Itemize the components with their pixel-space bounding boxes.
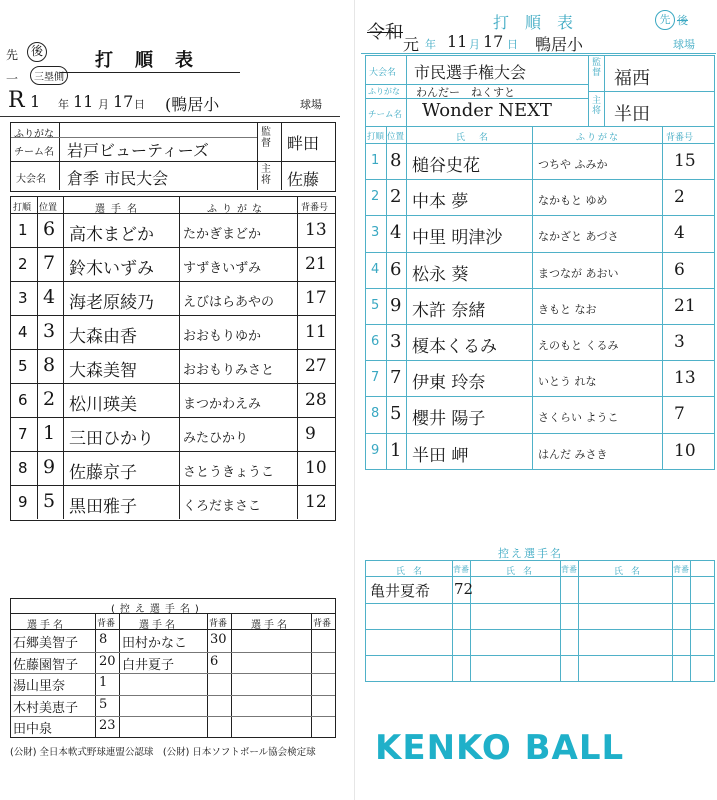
day-label: 日 [134,98,145,111]
left-lineup-card [0,0,350,800]
player-number: 12 [305,492,327,512]
batting-order-number: 9 [18,493,28,511]
bench-player-name: 湯山里奈 [13,679,66,694]
team-info-box [365,55,715,127]
row-divider [366,396,714,397]
bench-player-name: 木村美恵子 [13,700,79,716]
row-divider [11,315,335,316]
bench-row-divider [366,603,714,604]
row-divider [366,179,714,180]
player-name: 大森由香 [69,327,137,347]
year-label: 年 [425,38,436,51]
batting-order-number: 6 [18,391,28,409]
lineup-table [365,126,715,470]
player-furigana: なかざと あづさ [538,230,619,244]
player-name: 半田 岬 [412,445,469,466]
player-number: 10 [674,440,696,461]
manager-label: 監督 [592,58,602,78]
player-number: 21 [305,254,327,274]
batting-order-number: 3 [18,289,28,307]
batting-order-number: 2 [18,255,28,273]
player-number: 17 [305,288,327,308]
month-num-handwritten: 11 [447,32,468,51]
player-furigana: きもと なお [538,302,597,316]
batting-order-number: 8 [18,459,28,477]
col-name-header: 選手名 [95,204,143,215]
position-value: 7 [390,367,402,389]
bench-player-name: 石郷美智子 [13,636,79,651]
player-name: 槌谷史花 [412,156,480,176]
player-furigana: たかぎまどか [183,227,262,242]
player-number: 4 [674,223,685,244]
right-lineup-card [354,0,717,800]
batting-order-number: 3 [371,225,380,241]
row-divider [366,360,714,361]
row-divider [11,417,335,418]
row-divider [366,433,714,434]
bench-player-number: 6 [210,653,219,669]
player-furigana: すずきいずみ [183,261,262,276]
col-position-header: 位置 [387,132,405,142]
bench-player-number: 5 [99,696,108,712]
bench-row-divider [11,652,335,653]
bench-player-name: 白井夏子 [122,657,175,673]
bench-col3-number-header: 背番 [313,619,332,629]
player-furigana: なかもと ゆめ [538,194,608,208]
bench-table [10,598,336,738]
captain-value: 佐藤 [287,170,320,189]
player-furigana: おおもりみさと [183,363,275,378]
row-divider [366,324,714,325]
year-num-handwritten: 元 [403,35,420,54]
card-title: 打順表 [493,13,590,32]
row-divider [366,288,714,289]
bench-player-number: 1 [99,675,108,690]
player-furigana: つちや ふみか [538,158,608,171]
position-value: 5 [43,490,56,512]
col-order-header: 打順 [367,132,385,142]
row-divider [11,383,335,384]
date-day-num: 17 [113,92,134,111]
date-year-num: 1 [30,92,41,111]
team-name-value: Wonder NEXT [422,100,552,121]
seq-first-label: 先 [6,48,19,62]
batting-order-number: 4 [371,261,380,277]
bench-title: 控え選手名 [498,547,563,560]
player-number: 3 [674,332,685,352]
seq-first-circled: 先 [655,10,675,30]
card-title: 打順表 [95,50,215,71]
player-furigana: えびはらあやの [183,295,275,310]
one-label: 一 [6,72,19,86]
player-name: 大森美智 [69,361,137,381]
month-label: 月 [98,98,109,111]
row-divider [11,281,335,282]
row-divider [11,349,335,350]
tournament-label: 大会名 [369,68,397,78]
position-value: 8 [390,150,402,171]
player-name: 三田ひかり [69,429,154,449]
captain-label: 主将 [592,96,602,116]
position-value: 2 [43,388,56,410]
col-number-header: 背番号 [301,203,329,213]
position-value: 6 [390,258,402,280]
batting-order-number: 8 [371,406,380,422]
manager-value: 福西 [614,68,650,89]
player-name: 鈴木いずみ [69,259,154,279]
player-furigana: えのもと くるみ [538,339,619,352]
player-furigana: みたひかり [183,431,249,446]
captain-value: 半田 [614,104,650,125]
bench-row-divider [11,673,335,674]
player-number: 7 [674,404,685,425]
position-value: 1 [390,439,402,461]
lineup-table [10,196,336,521]
bench-col2-name-header: 氏名 [506,567,541,577]
player-number: 27 [305,356,327,376]
position-value: 4 [390,222,402,244]
row-divider [366,252,714,253]
batting-order-number: 2 [371,189,380,205]
player-name: 榎本くるみ [412,337,497,357]
col-order-header: 打順 [13,203,32,213]
captain-label: 主将 [261,164,271,186]
player-name: 黒田雅子 [69,497,137,517]
furigana-label: ふりがな [14,129,54,140]
tournament-label: 大会名 [16,174,46,185]
col-position-header: 位置 [39,203,58,213]
bench-title: (控え選手名) [111,604,204,615]
bench-col3-number-header: 背番 [673,565,689,574]
bench-player-number: 72 [454,580,474,598]
row-divider [11,247,335,248]
bench-row-divider [11,695,335,696]
batting-order-number: 5 [18,357,28,375]
player-number: 10 [305,458,327,478]
day-label: 日 [507,38,518,51]
position-value: 7 [43,252,56,274]
col-name-header: 氏名 [456,133,503,143]
bench-player-number: 23 [99,718,116,733]
bench-col-number-header: 背番 [453,565,469,574]
bench-player-name: 亀井夏希 [370,582,431,600]
side-circled: 三塁側 [30,66,68,85]
furigana-value: わんだー ねくすと [416,86,515,99]
position-value: 2 [390,186,402,208]
date-line [0,116,340,117]
row-divider [366,215,714,216]
tournament-value: 市民選手権大会 [414,63,527,82]
col-furigana-header: ふりがな [207,204,267,215]
batting-order-number: 5 [371,297,380,313]
team-label: チーム名 [14,147,54,158]
col-number-header: 背番号 [666,133,694,143]
year-label: 年 [58,98,69,111]
row-divider [11,485,335,486]
player-name: 海老原綾乃 [69,293,154,313]
batting-order-number: 1 [18,221,28,239]
player-name: 木許 奈緒 [412,300,486,321]
team-label: チーム名 [368,110,403,120]
player-furigana: いとう れな [538,375,597,389]
player-name: 櫻井 陽子 [412,409,486,430]
player-number: 6 [674,259,685,280]
team-name-value: 岩戸ビューティーズ [67,141,209,160]
batting-order-number: 1 [371,153,380,168]
position-value: 3 [390,331,402,352]
bench-player-number: 20 [99,653,116,669]
seq-last-circled: 後 [27,42,47,62]
title-underline [60,72,240,73]
player-furigana: まつかわえみ [183,397,262,412]
brand-logo: KENKO BALL [375,728,625,768]
batting-order-number: 4 [18,323,28,341]
position-value: 6 [43,218,56,240]
era-handwritten: 令和 [367,22,403,43]
field-label: 球場 [673,38,695,51]
field-label: 球場 [300,98,322,111]
player-number: 11 [305,322,327,342]
bench-row-divider [11,716,335,717]
player-number: 15 [674,151,696,171]
player-number: 13 [305,220,327,240]
player-name: 高木まどか [69,225,154,245]
manager-label: 監督 [261,127,271,149]
row-divider [366,143,714,144]
bench-col2-name-header: 選手名 [139,620,178,631]
date-era-handwritten: R [8,88,25,113]
player-furigana: おおもりゆか [183,329,262,344]
certification-footer: (公財) 全日本軟式野球連盟公認球 (公財) 日本ソフトボール協会検定球 [10,747,316,758]
player-furigana: さくらい ようこ [538,411,619,425]
date-month-num: 11 [73,92,94,111]
player-number: 21 [674,295,696,316]
bench-player-name: 田中泉 [13,722,53,737]
bench-col-number-header: 背番 [97,619,116,629]
position-value: 5 [390,403,402,425]
bench-col2-number-header: 背番 [561,565,577,574]
player-name: 松川瑛美 [69,395,137,415]
bench-col2-number-header: 背番 [209,619,228,629]
bench-player-name: 佐藤園智子 [13,657,79,673]
row-divider [11,213,335,214]
tournament-value: 倉季 市民大会 [67,169,169,188]
position-value: 3 [43,320,56,342]
bench-row-divider [366,655,714,656]
bench-col3-name-header: 氏名 [614,567,649,577]
bench-col-name-header: 氏名 [396,567,431,577]
batting-order-number: 6 [371,334,380,349]
bench-player-number: 8 [99,632,108,647]
bench-player-number: 30 [210,632,227,647]
venue-handwritten: 鴨居小 [535,35,584,54]
position-value: 1 [43,422,56,444]
player-furigana: さとうきょうこ [183,465,275,480]
seq-last-struck: 後 [677,14,688,27]
player-number: 9 [305,424,316,444]
player-name: 伊東 玲奈 [412,373,486,394]
bench-col3-name-header: 選手名 [251,620,290,631]
month-label: 月 [469,38,480,51]
batting-order-number: 9 [371,442,380,458]
player-name: 松永 葵 [412,264,469,285]
bench-row-divider [366,629,714,630]
player-name: 中本 夢 [412,192,469,213]
position-value: 9 [390,294,402,316]
bench-player-name: 田村かなこ [122,636,188,651]
row-divider [11,451,335,452]
bench-table [365,560,715,682]
col-furigana-header: ふりがな [576,133,621,143]
team-info-box [10,122,336,192]
player-number: 28 [305,390,327,410]
batting-order-number: 7 [371,370,380,386]
player-furigana: まつなが あおい [538,266,619,280]
batting-order-number: 7 [18,425,28,443]
player-number: 13 [674,368,696,389]
player-number: 2 [674,187,685,208]
furigana-label: ふりがな [368,87,400,96]
player-name: 中里 明津沙 [412,228,503,249]
position-value: 4 [43,286,56,308]
player-name: 佐藤京子 [69,463,137,483]
venue-handwritten: (鴨居小 [165,95,220,114]
position-value: 8 [43,354,56,376]
position-value: 9 [43,456,56,478]
day-num-handwritten: 17 [483,32,504,51]
bench-col-name-header: 選手名 [27,620,66,631]
player-furigana: はんだ みさき [538,447,608,461]
player-furigana: くろだまさこ [183,499,262,514]
manager-value: 畔田 [287,134,320,153]
